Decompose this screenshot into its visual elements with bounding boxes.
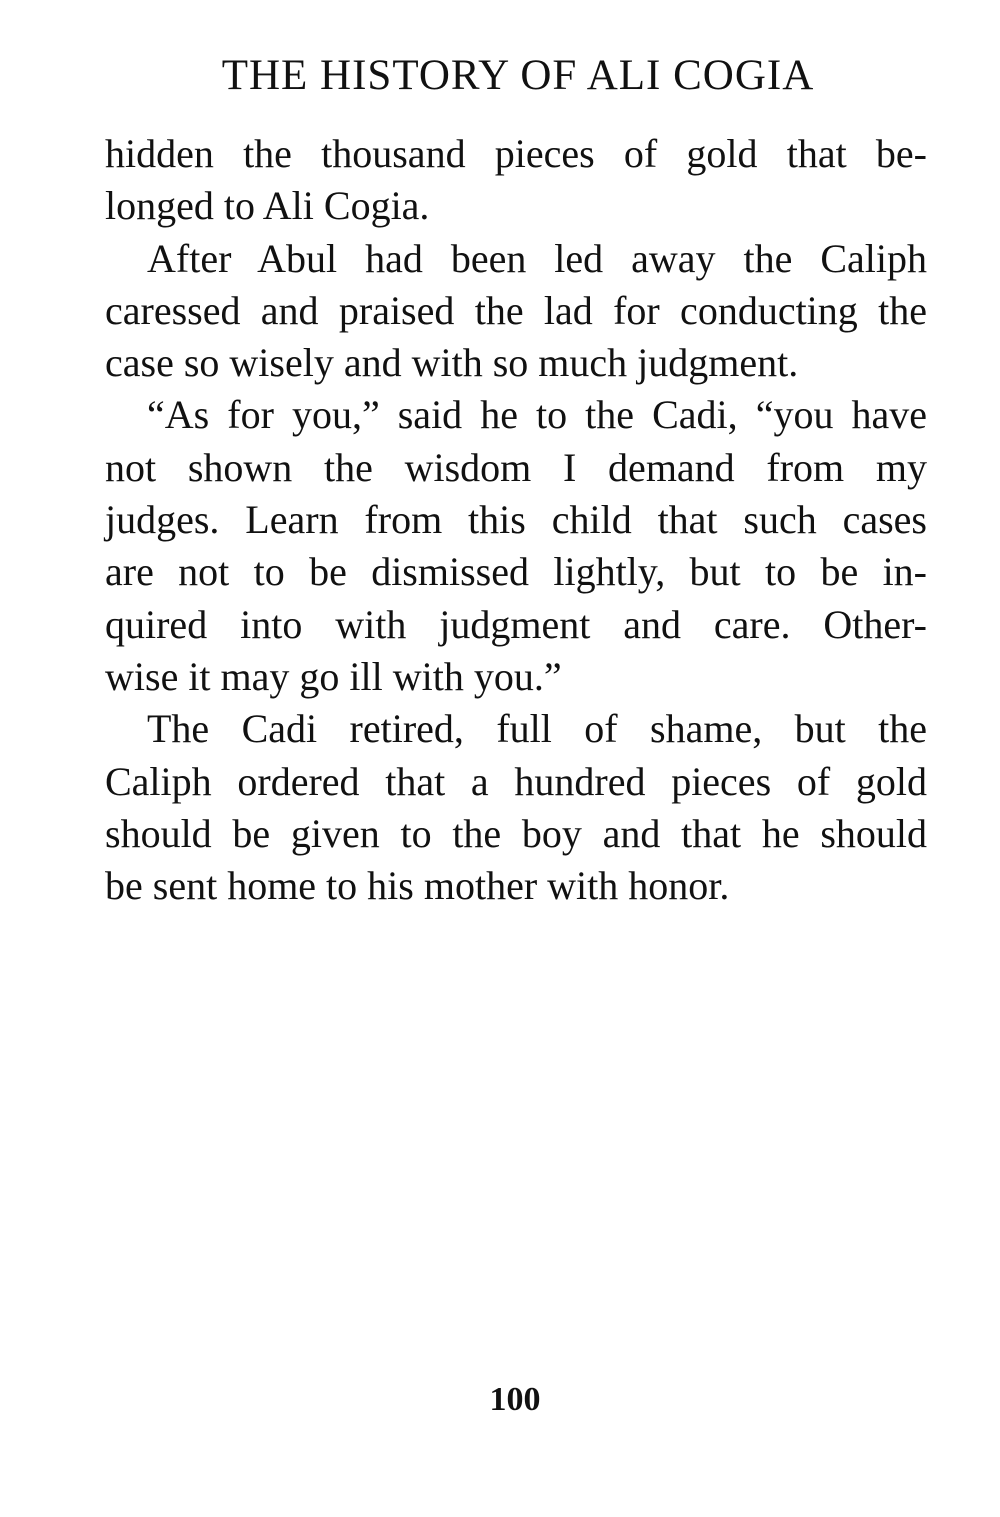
text-line: judges. Learn from this child that such cases [105,497,927,543]
text-line: not shown the wisdom I demand from my [105,444,927,490]
text-line: Caliph ordered that a hundred pieces of gold [105,758,927,804]
text-line: After Abul had been led away the Caliph [147,235,927,281]
text-line: wise it may go ill with you.” [105,653,562,699]
running-head: THE HISTORY OF ALI COGIA [221,52,815,99]
text-line: longed to Ali Cogia. [105,183,430,229]
paragraph-3 [105,389,927,703]
page-number: 100 [489,1381,541,1418]
text-line: caressed and praised the lad for conducting the [105,287,927,333]
text-line: are not to be dismissed lightly, but to be in- [105,549,927,595]
text-line: case so wisely and with so much judgment. [105,340,799,386]
paragraph-4 [105,703,927,912]
body-text [105,128,927,912]
text-line: should be given to the boy and that he should [105,810,927,856]
text-line: be sent home to his mother with honor. [105,863,730,909]
text-line: quired into with judgment and care. Other- [105,601,927,647]
text-line: The Cadi retired, full of shame, but the [147,706,927,752]
paragraph-1 [105,128,927,233]
text-line: hidden the thousand pieces of gold that be- [105,131,927,176]
text-line: “As for you,” said he to the Cadi, “you have [147,392,927,438]
paragraph-2 [105,233,927,390]
